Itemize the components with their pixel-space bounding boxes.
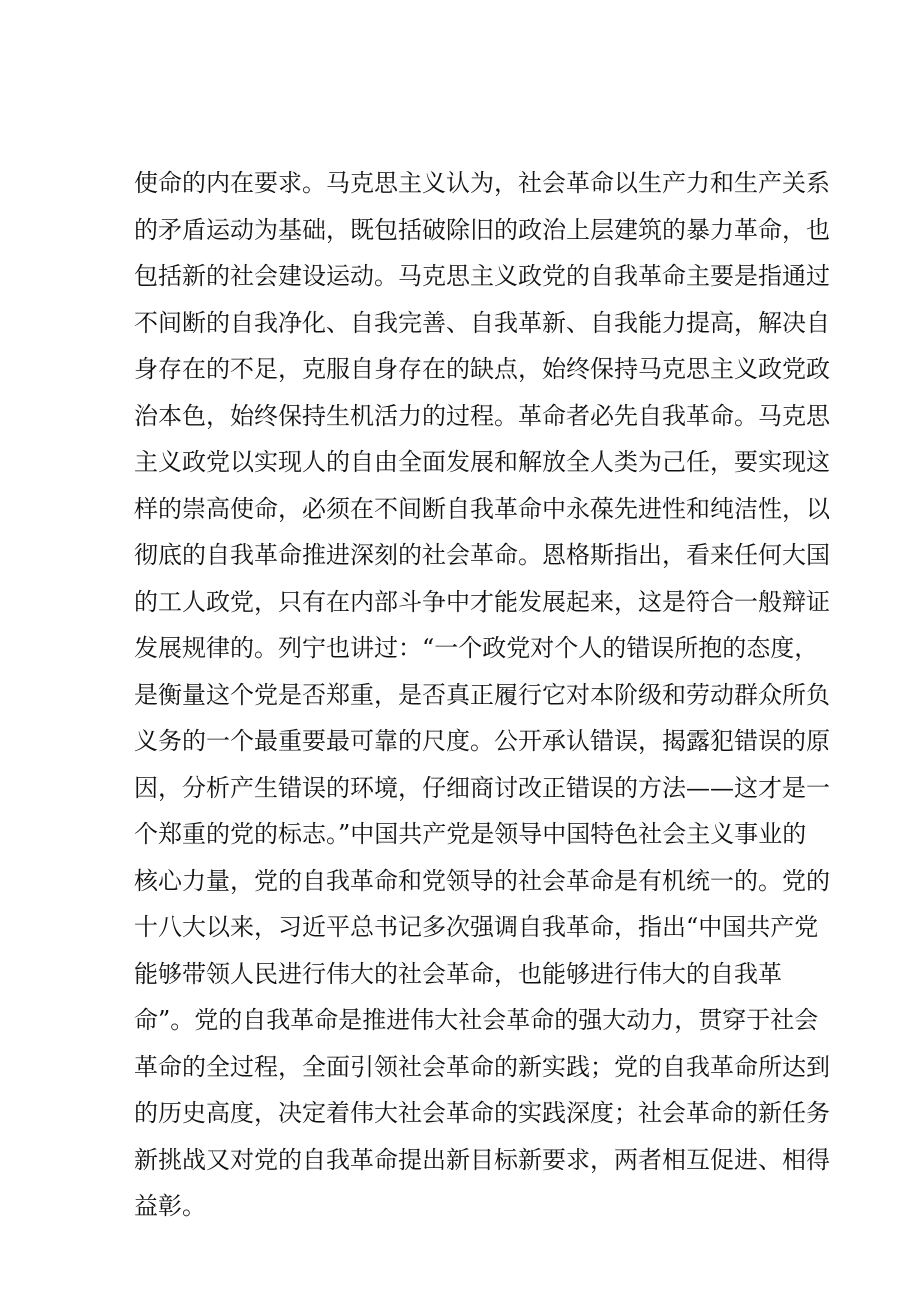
- text-line: 发展规律的。列宁也讲过：“一个政党对个人的错误所抱的态度，: [134, 634, 819, 662]
- text-line: 新挑战又对党的自我革命提出新目标新要求，两者相互促进、相得: [134, 1145, 830, 1174]
- text-line: 能够带领人民进行伟大的社会革命，也能够进行伟大的自我革: [134, 959, 782, 988]
- text-line: 命”。党的自我革命是推进伟大社会革命的强大动力，贯穿于社会: [134, 1006, 819, 1034]
- text-line: 因，分析产生错误的环境，仔细商讨改正错误的方法——这才是一: [134, 773, 830, 802]
- text-line: 治本色，始终保持生机活力的过程。革命者必先自我革命。马克思: [134, 401, 830, 430]
- text-line: 十八大以来，习近平总书记多次强调自我革命，指出“中国共产党: [134, 913, 819, 941]
- body-paragraph: [134, 160, 830, 1230]
- text-line: 使命的内在要求。马克思主义认为，社会革命以生产力和生产关系: [134, 169, 830, 197]
- text-line: 个郑重的党的标志。”中国共产党是领导中国特色社会主义事业的: [134, 820, 807, 848]
- text-line: 义务的一个最重要最可靠的尺度。公开承认错误，揭露犯错误的原: [134, 727, 830, 755]
- text-line: 是衡量这个党是否郑重，是否真正履行它对本阶级和劳动群众所负: [134, 680, 830, 709]
- text-line: 核心力量，党的自我革命和党领导的社会革命是有机统一的。党的: [134, 866, 830, 895]
- text-line: 不间断的自我净化、自我完善、自我革新、自我能力提高，解决自: [134, 308, 830, 337]
- text-line: 的历史高度，决定着伟大社会革命的实践深度；社会革命的新任务: [134, 1099, 830, 1127]
- text-line: 益彰。: [134, 1192, 206, 1220]
- text-line: 包括新的社会建设运动。马克思主义政党的自我革命主要是指通过: [134, 262, 830, 290]
- text-line: 的矛盾运动为基础，既包括破除旧的政治上层建筑的暴力革命，也: [134, 215, 830, 244]
- text-line: 彻底的自我革命推进深刻的社会革命。恩格斯指出，看来任何大国: [134, 541, 830, 569]
- text-line: 样的崇高使命，必须在不间断自我革命中永葆先进性和纯洁性，以: [134, 494, 830, 523]
- text-line: 身存在的不足，克服自身存在的缺点，始终保持马克思主义政党政: [134, 355, 830, 383]
- text-line: 革命的全过程，全面引领社会革命的新实践；党的自我革命所达到: [134, 1052, 830, 1081]
- text-line: 的工人政党，只有在内部斗争中才能发展起来，这是符合一般辩证: [134, 587, 830, 616]
- text-line: 主义政党以实现人的自由全面发展和解放全人类为己任，要实现这: [134, 448, 830, 476]
